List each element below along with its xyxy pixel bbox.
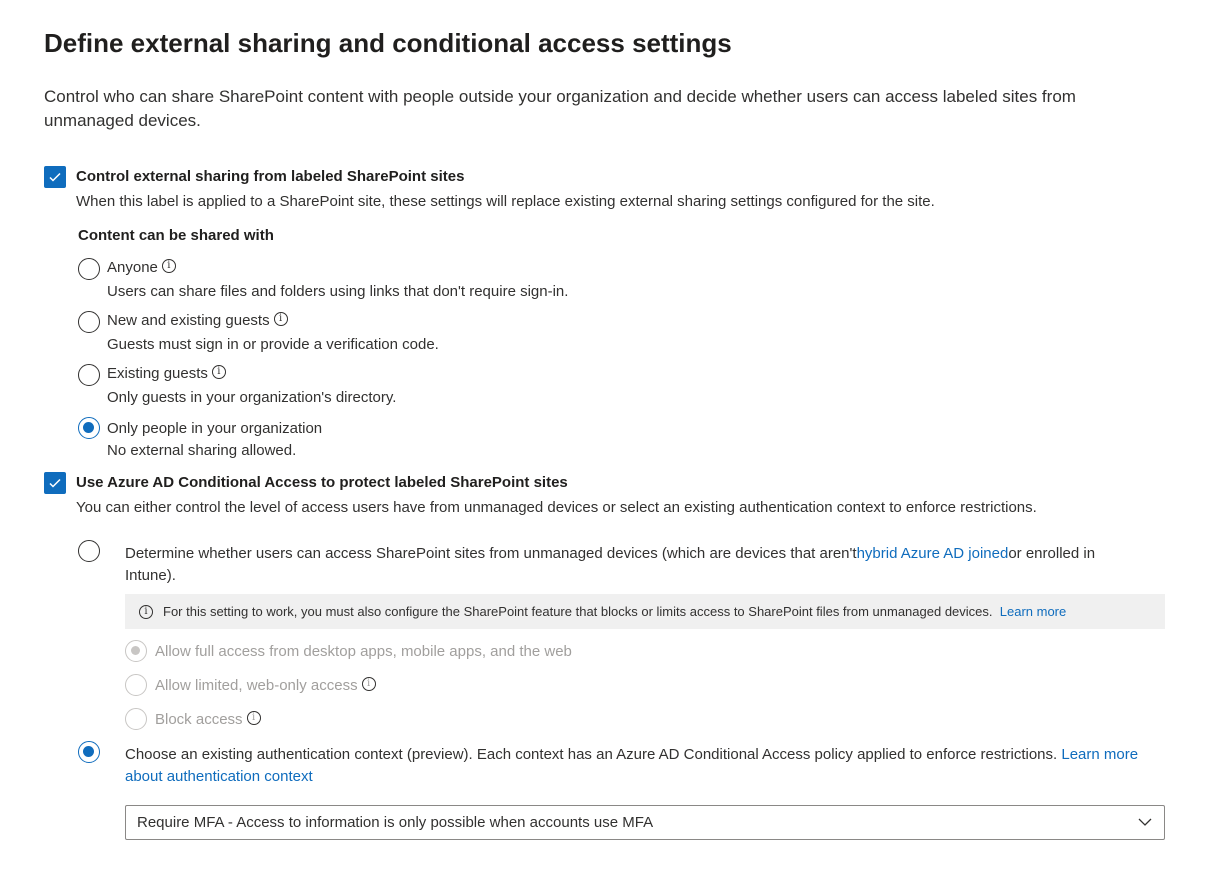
option1-text: Determine whether users can access SharePoint sites from unmanaged devices (which are devices that aren't [125,545,857,562]
option-label: New and existing guests [107,312,270,329]
info-icon[interactable]: i [247,711,261,725]
sub-option-label: Allow limited, web-only access [155,677,358,694]
learn-more-link[interactable]: Learn more [999,604,1067,619]
conditional-access-label: Use Azure AD Conditional Access to protect labeled SharePoint sites [76,474,568,491]
shared-with-heading: Content can be shared with [78,227,274,244]
option1-text-after: or enrolled in Intune). [125,545,1096,584]
info-banner-text: For this setting to work, you must also configure the SharePoint feature that blocks or limits access to SharePoint files from unmanaged devices. [163,604,993,619]
radio-only-org[interactable] [78,417,100,439]
radio-block-access[interactable] [125,708,147,730]
info-icon[interactable]: i [212,365,226,379]
option-desc: Users can share files and folders using links that don't require sign-in. [107,283,569,300]
checkmark-icon [48,170,62,184]
radio-auth-context[interactable] [78,741,100,763]
auth-context-learn-more-link[interactable]: Learn more about authentication context [125,746,1139,785]
hybrid-azure-ad-link[interactable]: hybrid Azure AD joined [856,545,1009,562]
info-banner [125,594,1165,629]
option-desc: No external sharing allowed. [107,442,297,459]
auth-context-select[interactable] [125,805,1165,840]
chevron-down-icon [1138,818,1152,827]
option-label: Existing guests [107,365,208,382]
option-label: Only people in your organization [107,420,323,437]
option-desc: Only guests in your organization's directory. [107,389,397,406]
option2-text: Choose an existing authentication context (preview). Each context has an Azure AD Conditional Access policy applied to enforce restrictions. [125,746,1058,763]
info-icon: i [139,605,153,619]
sub-option-label: Block access [155,711,243,728]
external-sharing-checkbox[interactable] [44,166,66,188]
conditional-access-help: You can either control the level of access users have from unmanaged devices or select an existing authentication context to enforce restrictions. [76,499,1037,516]
radio-limited-access[interactable] [125,674,147,696]
sub-option-label: Allow full access from desktop apps, mobile apps, and the web [155,643,572,660]
page-description: Control who can share SharePoint content with people outside your organization and decide whether users can access labeled sites from unmanaged devices. [44,87,1076,130]
select-value: Require MFA - Access to information is only possible when accounts use MFA [137,814,654,831]
checkmark-icon [48,476,62,490]
external-sharing-label: Control external sharing from labeled SharePoint sites [76,168,465,185]
radio-existing-guests[interactable] [78,364,100,386]
radio-unmanaged-devices[interactable] [78,540,100,562]
info-icon[interactable]: i [162,259,176,273]
option-label: Anyone [107,259,158,276]
radio-full-access[interactable] [125,640,147,662]
external-sharing-help: When this label is applied to a SharePoint site, these settings will replace existing external sharing settings configured for the site. [76,193,935,210]
info-icon[interactable]: i [274,312,288,326]
radio-new-existing-guests[interactable] [78,311,100,333]
info-icon[interactable]: i [362,677,376,691]
option-desc: Guests must sign in or provide a verification code. [107,336,439,353]
radio-anyone[interactable] [78,258,100,280]
conditional-access-checkbox[interactable] [44,472,66,494]
page-title: Define external sharing and conditional access settings [44,28,732,58]
